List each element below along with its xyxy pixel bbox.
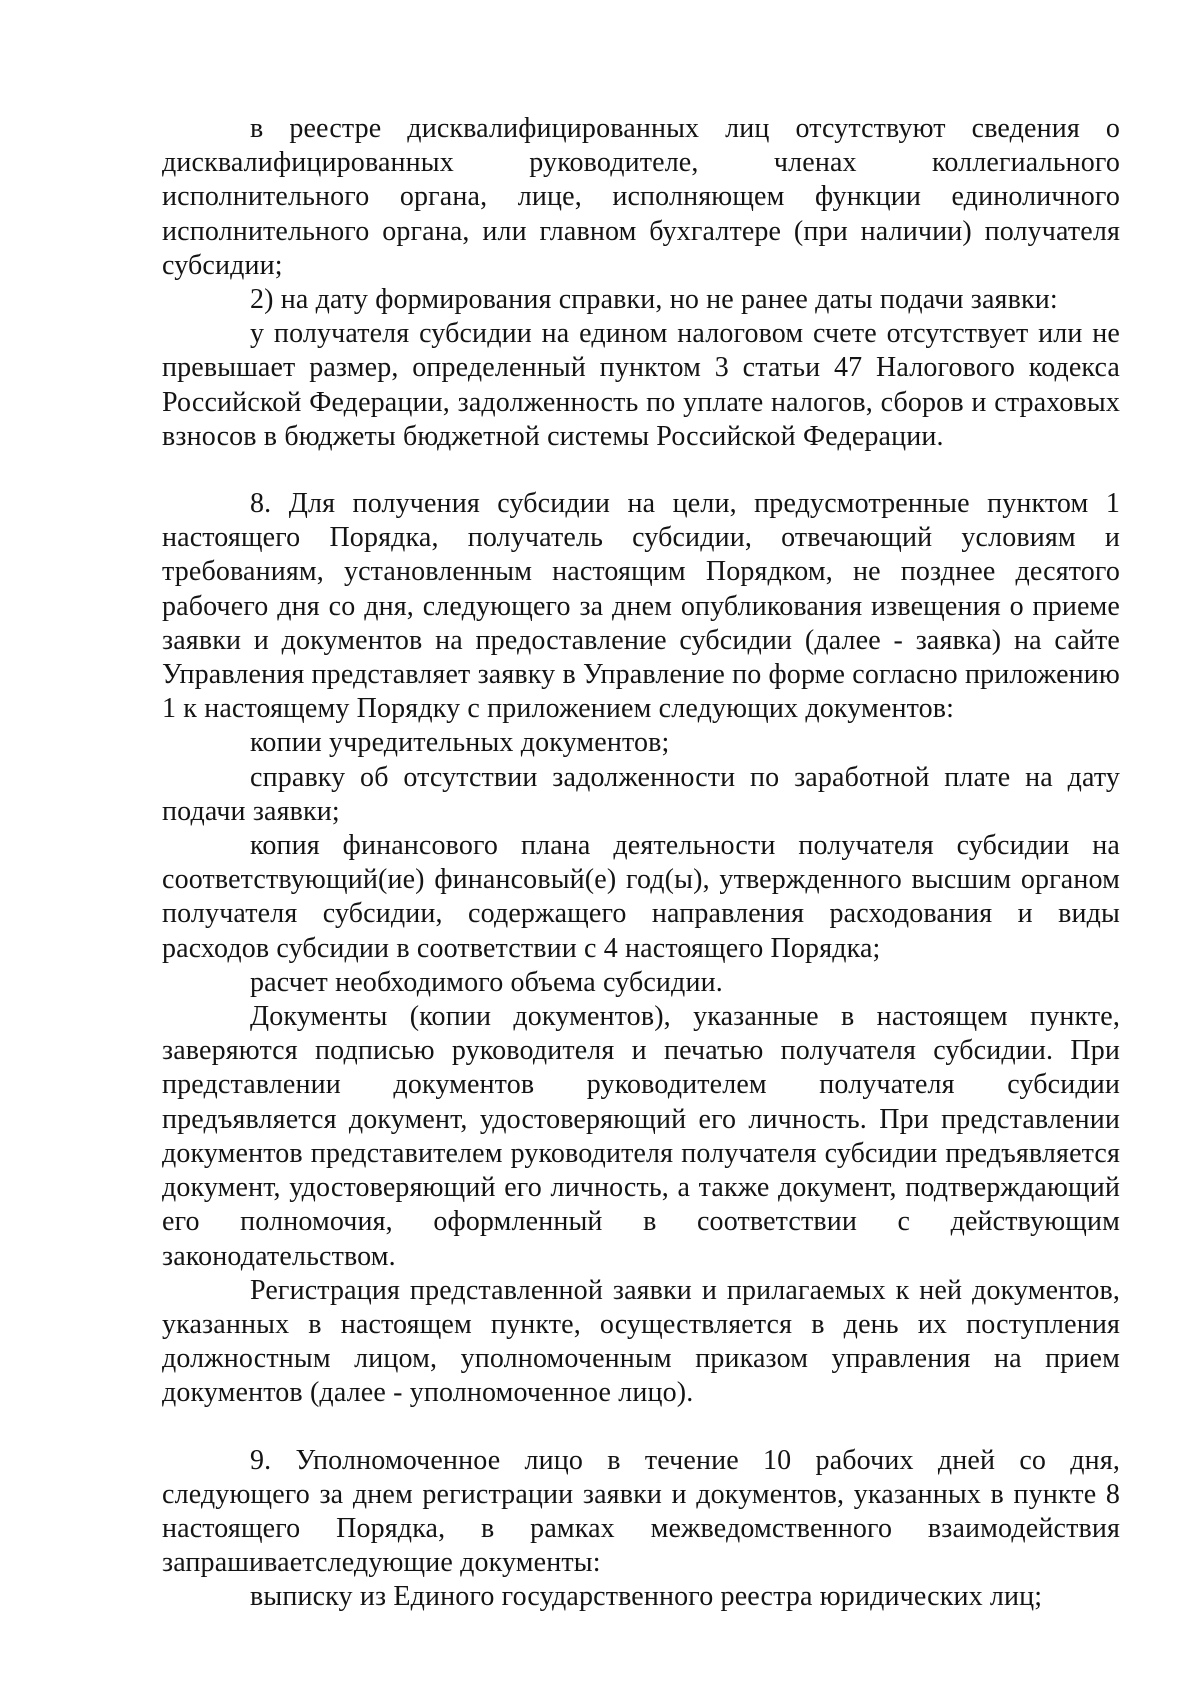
list-item-subsidy-calculation: расчет необходимого объема субсидии. (250, 966, 723, 998)
list-item-salary-certificate: справку об отсутствии задолженности по заработной плате на дату подачи заявки; (162, 761, 1120, 827)
paragraph-section-9: 9. Уполномоченное лицо в течение 10 рабочих дней со дня, следующего за днем регистрации заявки и документов, указанных в пункте 8 настоящего Порядка, в рамках межведомственного взаимодействия запрашиваетследующие документы: (162, 1444, 1120, 1579)
list-item-founding-documents: копии учредительных документов; (250, 727, 670, 759)
list-item-egrul-extract: выписку из Единого государственного реестра юридических лиц; (250, 1581, 1043, 1613)
paragraph-tax-debt: у получателя субсидии на едином налоговом счете отсутствует или не превышает размер, определенный пунктом 3 статьи 47 Налогового кодекса Российской Федерации, задолженность по уплате налогов, сборов и страховых взносов в бюджеты бюджетной системы Российской Федерации. (162, 318, 1120, 452)
paragraph-gap (162, 1411, 1120, 1444)
paragraph-item-2: 2) на дату формирования справки, но не ранее даты подачи заявки: (250, 284, 1058, 316)
paragraph-documents-certification: Документы (копии документов), указанные в настоящем пункте, заверяются подписью руководителя и печатью получателя субсидии. При представлении документов руководителем получателя субсидии предъявляется документ, удостоверяющий его личность. При представлении документов представителем руководителя получателя субсидии предъявляется документ, удостоверяющий его личность, а также документ, подтверждающий его полномочия, оформленный в соответствии с действующим законодательством. (162, 1001, 1120, 1272)
paragraph-registration: Регистрация представленной заявки и прилагаемых к ней документов, указанных в настоящем пункте, осуществляется в день их поступления должностным лицом, уполномоченным приказом управления на прием документов (далее - уполномоченное лицо). (162, 1274, 1120, 1409)
list-item-financial-plan: копия финансового плана деятельности получателя субсидии на соответствующий(ие) финансовый(е) год(ы), утвержденного высшим органом получателя субсидии, содержащего направления расходования и виды расходов субсидии в соответствии с 4 настоящего Порядка; (162, 830, 1120, 964)
paragraph-disqualified-registry: в реестре дисквалифицированных лиц отсутствуют сведения о дисквалифицированных руководителе, членах коллегиального исполнительного органа, лице, исполняющем функции единоличного исполнительного органа, или главном бухгалтере (при наличии) получателя субсидии; (162, 113, 1120, 281)
paragraph-section-8: 8. Для получения субсидии на цели, предусмотренные пунктом 1 настоящего Порядка, получатель субсидии, отвечающий условиям и требованиям, установленным настоящим Порядком, не позднее десятого рабочего дня со дня, следующего за днем опубликования извещения о приеме заявки и документов на предоставление субсидии (далее - заявка) на сайте Управления представляет заявку в Управление по форме согласно приложению 1 к настоящему Порядку с приложением следующих документов: (162, 488, 1120, 725)
paragraph-gap (162, 454, 1120, 487)
document-body (162, 112, 1120, 1615)
